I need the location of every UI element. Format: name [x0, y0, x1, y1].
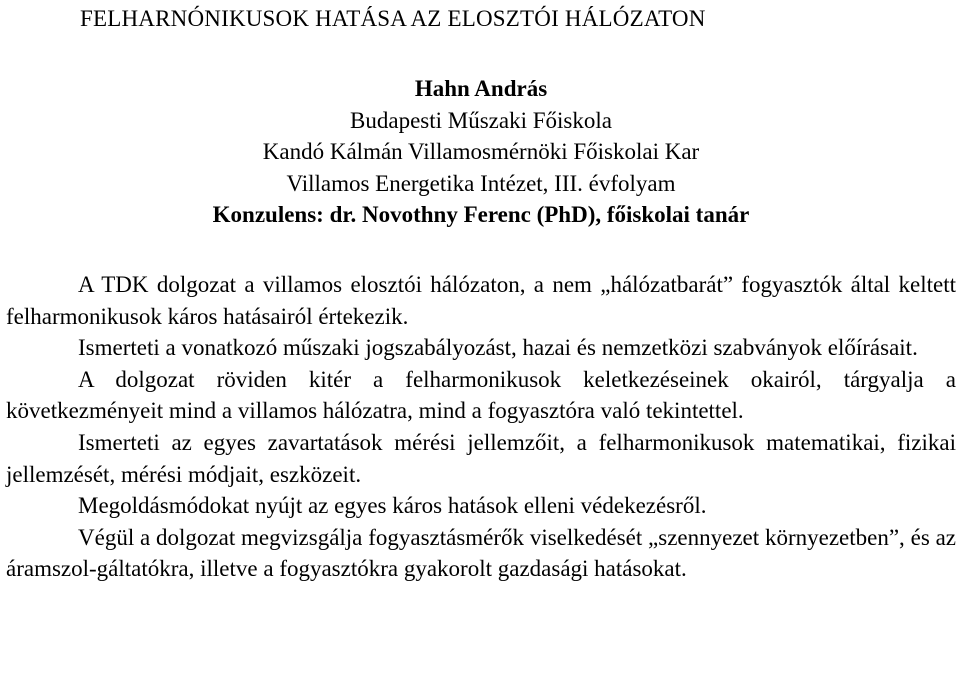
abstract-paragraph: Ismerteti a vonatkozó műszaki jogszabályozást, hazai és nemzetközi szabványok előírásait. — [78, 335, 918, 361]
author-name: Hahn András — [414, 76, 548, 101]
abstract-paragraph: Megoldásmódokat nyújt az egyes káros hatások elleni védekezésről. — [78, 493, 707, 519]
abstract-paragraph: A dolgozat röviden kitér a felharmonikusok keletkezéseinek okairól, tárgyalja a következményeit mind a villamos hálózatra, mind a fogyasztóra való tekintettel. — [6, 366, 956, 424]
consultant: Konzulens: dr. Novothny Ferenc (PhD), főiskolai tanár — [212, 202, 750, 227]
faculty: Kandó Kálmán Villamosmérnöki Főiskolai Kar — [262, 139, 700, 164]
abstract-paragraph: Ismerteti az egyes zavartatások mérési jellemzőit, a felharmonikusok matematikai, fizikai jellemzését, mérési módjait, eszközeit. — [6, 429, 956, 487]
author-block — [6, 73, 956, 231]
department-year: Villamos Energetika Intézet, III. évfolyam — [286, 170, 676, 196]
abstract-paragraph: Végül a dolgozat megvizsgálja fogyasztásmérők viselkedését „szennyezet környezetben”, és az áramszol-gáltatókra, illetve a fogyasztókra gyakorolt gazdasági hatásokat. — [6, 524, 956, 582]
abstract-paragraph: A TDK dolgozat a villamos elosztói hálózaton, a nem „hálózatbarát” fogyasztók által keltett felharmonikusok káros hatásairól értekezik. — [6, 272, 956, 329]
institution: Budapesti Műszaki Főiskola — [350, 107, 612, 133]
abstract-body — [6, 269, 956, 585]
document-title: FELHARNÓNIKUSOK HATÁSA AZ ELOSZTÓI HÁLÓZATON — [80, 6, 706, 31]
